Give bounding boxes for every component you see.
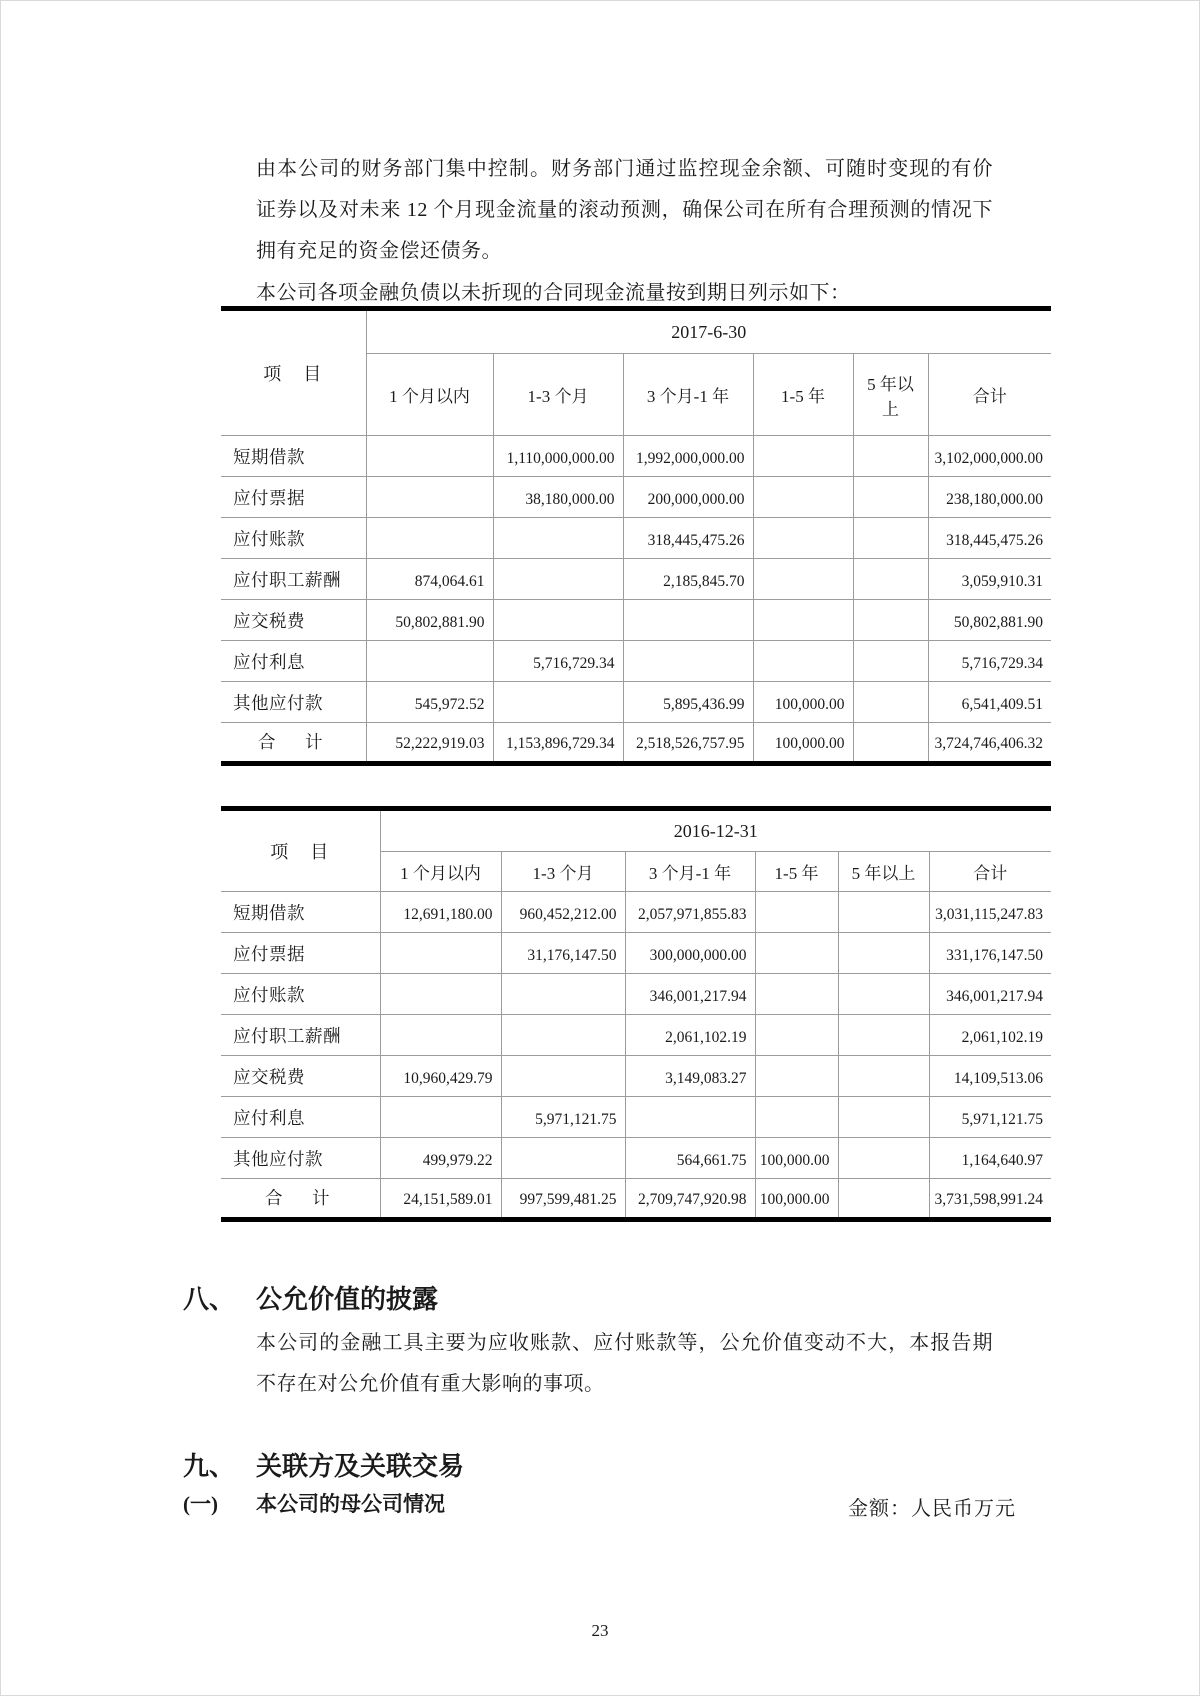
amount-cell	[755, 892, 838, 933]
amount-cell: 50,802,881.90	[366, 600, 493, 641]
amount-cell: 5,971,121.75	[929, 1097, 1051, 1138]
table-row	[221, 1138, 1051, 1179]
amount-cell	[753, 436, 853, 477]
table-row	[221, 518, 1051, 559]
column-header: 5 年以上	[838, 852, 929, 892]
row-label: 短期借款	[221, 436, 366, 477]
column-header: 3 个月-1 年	[623, 354, 753, 436]
period-header: 2016-12-31	[380, 809, 1051, 852]
row-label: 应付利息	[221, 641, 366, 682]
item-column-header: 项 目	[221, 309, 366, 436]
amount-cell	[838, 933, 929, 974]
amount-cell	[501, 1015, 625, 1056]
amount-cell	[755, 974, 838, 1015]
amount-cell: 3,731,598,991.24	[929, 1179, 1051, 1220]
table-row	[221, 682, 1051, 723]
amount-cell: 318,445,475.26	[928, 518, 1051, 559]
amount-cell: 1,164,640.97	[929, 1138, 1051, 1179]
amount-cell: 24,151,589.01	[380, 1179, 501, 1220]
amount-cell	[366, 477, 493, 518]
row-label: 其他应付款	[221, 682, 366, 723]
section-8-title: 公允价值的披露	[256, 1284, 439, 1314]
amount-cell: 6,541,409.51	[928, 682, 1051, 723]
column-header: 1-5 年	[753, 354, 853, 436]
amount-cell: 3,031,115,247.83	[929, 892, 1051, 933]
amount-cell	[493, 600, 623, 641]
row-label: 应付职工薪酬	[221, 559, 366, 600]
amount-cell: 499,979.22	[380, 1138, 501, 1179]
amount-cell	[366, 436, 493, 477]
section-9-number: 九、	[183, 1451, 236, 1481]
row-label: 应付账款	[221, 518, 366, 559]
amount-cell: 1,153,896,729.34	[493, 723, 623, 764]
table-row	[221, 1015, 1051, 1056]
amount-cell	[853, 641, 928, 682]
amount-cell	[755, 1056, 838, 1097]
amount-cell	[853, 477, 928, 518]
amount-cell	[625, 1097, 755, 1138]
amount-cell	[853, 723, 928, 764]
amount-cell	[853, 559, 928, 600]
amount-cell	[853, 436, 928, 477]
amount-cell	[380, 1015, 501, 1056]
amount-cell: 100,000.00	[753, 682, 853, 723]
amount-cell	[853, 518, 928, 559]
row-label: 应付职工薪酬	[221, 1015, 380, 1056]
amount-cell: 2,518,526,757.95	[623, 723, 753, 764]
amount-cell	[755, 933, 838, 974]
amount-cell	[753, 641, 853, 682]
body-paragraph: 由本公司的财务部门集中控制。财务部门通过监控现金余额、可随时变现的有价证券以及对未来 12 个月现金流量的滚动预测，确保公司在所有合理预测的情况下拥有充足的资金偿还债务。	[256, 158, 993, 262]
row-label: 合 计	[221, 1179, 380, 1220]
column-header: 1-5 年	[755, 852, 838, 892]
amount-cell: 5,716,729.34	[928, 641, 1051, 682]
amount-cell: 5,716,729.34	[493, 641, 623, 682]
period-header-row	[221, 809, 1051, 852]
amount-cell	[838, 1138, 929, 1179]
amount-cell: 346,001,217.94	[625, 974, 755, 1015]
column-header: 合计	[929, 852, 1051, 892]
amount-cell	[501, 1138, 625, 1179]
amount-cell	[366, 641, 493, 682]
column-header: 1 个月以内	[380, 852, 501, 892]
amount-cell	[755, 1015, 838, 1056]
column-header: 1 个月以内	[366, 354, 493, 436]
total-row	[221, 723, 1051, 764]
amount-cell	[753, 559, 853, 600]
amount-cell: 2,709,747,920.98	[625, 1179, 755, 1220]
section-9-title: 关联方及关联交易	[256, 1451, 465, 1481]
amount-cell: 3,059,910.31	[928, 559, 1051, 600]
liabilities-table-2016-12-31	[221, 806, 1051, 1222]
amount-cell	[838, 1015, 929, 1056]
amount-cell	[753, 518, 853, 559]
amount-cell	[753, 600, 853, 641]
amount-cell	[380, 974, 501, 1015]
row-label: 短期借款	[221, 892, 380, 933]
amount-cell: 100,000.00	[755, 1138, 838, 1179]
row-label: 应交税费	[221, 1056, 380, 1097]
amount-cell: 1,992,000,000.00	[623, 436, 753, 477]
amount-cell	[838, 892, 929, 933]
amount-cell	[493, 682, 623, 723]
amount-cell: 3,102,000,000.00	[928, 436, 1051, 477]
row-label: 应付利息	[221, 1097, 380, 1138]
amount-cell	[838, 1097, 929, 1138]
amount-cell: 14,109,513.06	[929, 1056, 1051, 1097]
table-row	[221, 477, 1051, 518]
column-header: 5 年以上	[853, 354, 928, 436]
amount-cell: 318,445,475.26	[623, 518, 753, 559]
row-label: 应交税费	[221, 600, 366, 641]
amount-cell: 200,000,000.00	[623, 477, 753, 518]
amount-cell: 2,185,845.70	[623, 559, 753, 600]
subsection-title: 本公司的母公司情况	[256, 1493, 445, 1516]
amount-cell	[853, 600, 928, 641]
amount-cell	[755, 1097, 838, 1138]
liabilities-table-2017-06-30	[221, 306, 1051, 766]
amount-cell	[838, 974, 929, 1015]
table-row	[221, 559, 1051, 600]
amount-cell: 12,691,180.00	[380, 892, 501, 933]
total-row	[221, 1179, 1051, 1220]
amount-cell	[623, 641, 753, 682]
row-label: 应付票据	[221, 477, 366, 518]
amount-cell: 346,001,217.94	[929, 974, 1051, 1015]
amount-cell	[366, 518, 493, 559]
table-row	[221, 933, 1051, 974]
row-label: 应付票据	[221, 933, 380, 974]
amount-cell	[493, 559, 623, 600]
column-header: 3 个月-1 年	[625, 852, 755, 892]
amount-cell: 1,110,000,000.00	[493, 436, 623, 477]
table-lead-text: 本公司各项金融负债以未折现的合同现金流量按到期日列示如下：	[256, 282, 851, 304]
amount-cell: 545,972.52	[366, 682, 493, 723]
amount-cell: 31,176,147.50	[501, 933, 625, 974]
amount-cell: 38,180,000.00	[493, 477, 623, 518]
section-9-subheading	[183, 1490, 445, 1519]
amount-cell: 10,960,429.79	[380, 1056, 501, 1097]
table-row	[221, 1056, 1051, 1097]
section-9-heading	[183, 1450, 464, 1482]
item-column-header: 项 目	[221, 809, 380, 892]
period-header: 2017-6-30	[366, 309, 1051, 354]
table-row	[221, 600, 1051, 641]
amount-cell: 331,176,147.50	[929, 933, 1051, 974]
page-number: 23	[591, 1621, 609, 1640]
row-label: 合 计	[221, 723, 366, 764]
amount-cell: 3,724,746,406.32	[928, 723, 1051, 764]
table-row	[221, 892, 1051, 933]
subsection-number: (一)	[183, 1492, 218, 1516]
section-8-number: 八、	[183, 1284, 236, 1314]
amount-cell: 564,661.75	[625, 1138, 755, 1179]
amount-cell	[838, 1056, 929, 1097]
amount-cell: 2,061,102.19	[929, 1015, 1051, 1056]
amount-cell: 52,222,919.03	[366, 723, 493, 764]
amount-cell	[493, 518, 623, 559]
amount-cell: 5,971,121.75	[501, 1097, 625, 1138]
section-8-heading	[183, 1283, 438, 1315]
table-row	[221, 974, 1051, 1015]
amount-cell	[380, 933, 501, 974]
amount-cell: 100,000.00	[755, 1179, 838, 1220]
amount-cell: 997,599,481.25	[501, 1179, 625, 1220]
row-label: 应付账款	[221, 974, 380, 1015]
row-label: 其他应付款	[221, 1138, 380, 1179]
amount-cell: 300,000,000.00	[625, 933, 755, 974]
column-header: 1-3 个月	[493, 354, 623, 436]
amount-cell: 238,180,000.00	[928, 477, 1051, 518]
section-8-body: 本公司的金融工具主要为应收账款、应付账款等，公允价值变动不大，本报告期不存在对公允价值有重大影响的事项。	[256, 1332, 993, 1395]
amount-cell: 2,061,102.19	[625, 1015, 755, 1056]
amount-cell: 960,452,212.00	[501, 892, 625, 933]
column-header: 合计	[928, 354, 1051, 436]
amount-cell	[501, 1056, 625, 1097]
table-row	[221, 436, 1051, 477]
amount-cell: 100,000.00	[753, 723, 853, 764]
amount-cell: 50,802,881.90	[928, 600, 1051, 641]
period-header-row	[221, 309, 1051, 354]
amount-cell: 2,057,971,855.83	[625, 892, 755, 933]
amount-cell	[753, 477, 853, 518]
currency-unit-note: 金额：人民币万元	[848, 1498, 1016, 1520]
amount-cell	[501, 974, 625, 1015]
column-header: 1-3 个月	[501, 852, 625, 892]
amount-cell	[380, 1097, 501, 1138]
amount-cell: 3,149,083.27	[625, 1056, 755, 1097]
table-row	[221, 641, 1051, 682]
amount-cell: 874,064.61	[366, 559, 493, 600]
amount-cell	[623, 600, 753, 641]
amount-cell	[853, 682, 928, 723]
amount-cell: 5,895,436.99	[623, 682, 753, 723]
amount-cell	[838, 1179, 929, 1220]
table-row	[221, 1097, 1051, 1138]
